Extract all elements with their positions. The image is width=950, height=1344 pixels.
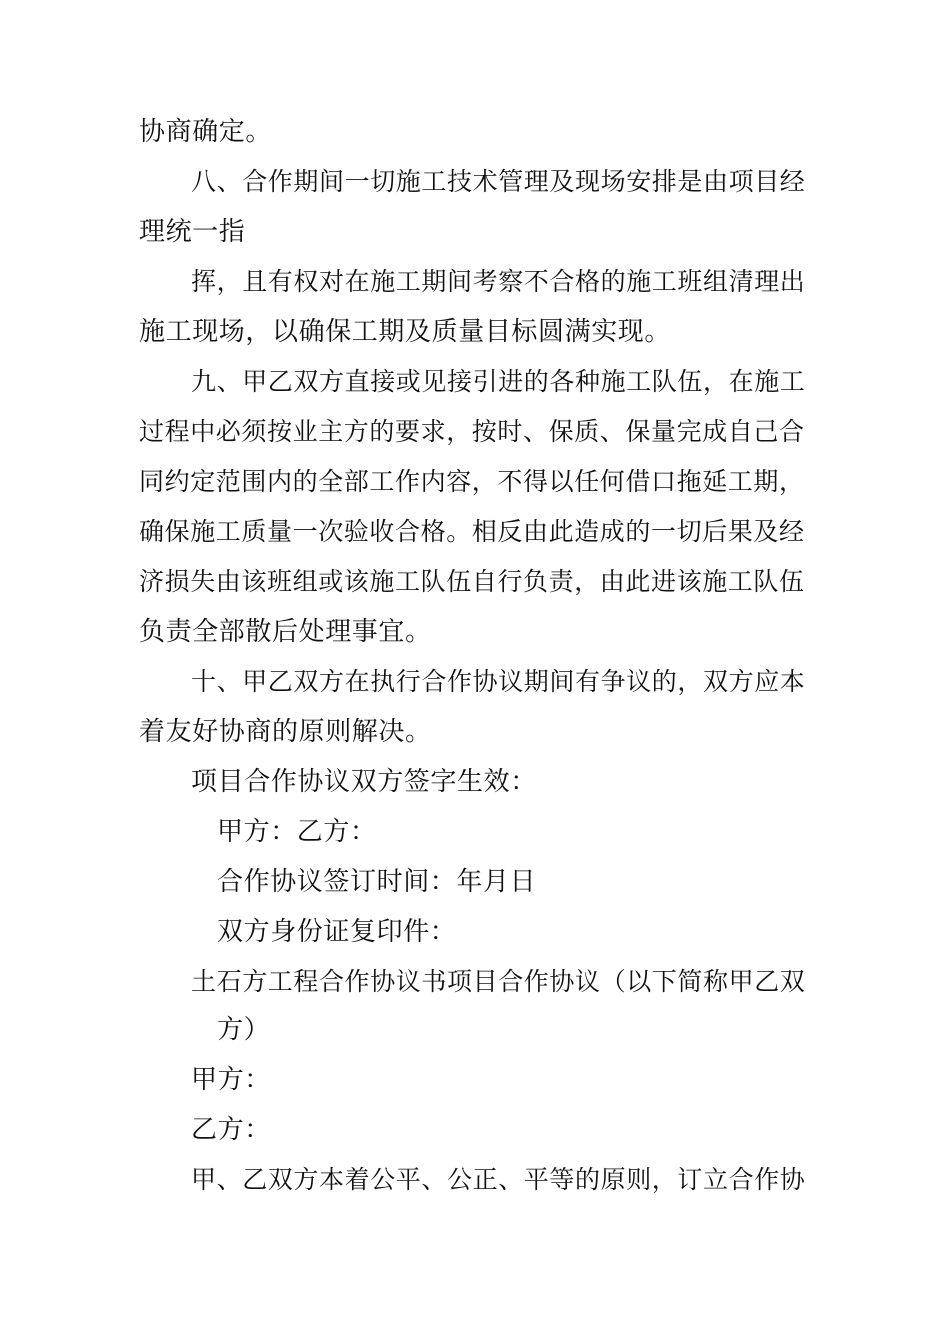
text-line: 负责全部散后处理事宜。 — [139, 617, 432, 647]
text-line: 甲、乙双方本着公平、公正、平等的原则，订立合作协 — [191, 1165, 806, 1194]
text-line: 协商确定。 — [139, 117, 273, 147]
text-line: 确保施工质量一次验收合格。相反由此造成的一切后果及经 — [139, 517, 805, 546]
text-line: 十、甲乙双方在执行合作协议期间有争议的，双方应本 — [191, 667, 806, 696]
text-line: 同约定范围内的全部工作内容，不得以任何借口拖延工期， — [139, 467, 805, 496]
text-line: 八、合作期间一切施工技术管理及现场安排是由项目经 — [191, 167, 806, 196]
text-line: 方） — [217, 1015, 271, 1045]
text-line: 理统一指 — [139, 217, 246, 247]
text-line: 甲方：乙方： — [217, 817, 377, 847]
text-line: 施工现场，以确保工期及质量目标圆满实现。 — [139, 317, 672, 347]
text-line: 济损失由该班组或该施工队伍自行负责，由此进该施工队伍 — [139, 567, 805, 596]
text-line: 双方身份证复印件： — [217, 917, 457, 947]
text-line: 甲方： — [191, 1065, 271, 1095]
text-line: 土石方工程合作协议书项目合作协议（以下简称甲乙双 — [191, 967, 806, 996]
text-line: 项目合作协议双方签字生效： — [191, 767, 537, 797]
text-line: 挥，且有权对在施工期间考察不合格的施工班组清理出 — [191, 267, 806, 296]
text-line: 乙方： — [191, 1115, 271, 1145]
text-line: 九、甲乙双方直接或见接引进的各种施工队伍，在施工 — [191, 367, 806, 396]
text-line: 过程中必须按业主方的要求，按时、保质、保量完成自己合 — [139, 417, 805, 446]
text-line: 着友好协商的原则解决。 — [139, 717, 432, 747]
text-line: 合作协议签订时间：年月日 — [217, 867, 537, 897]
